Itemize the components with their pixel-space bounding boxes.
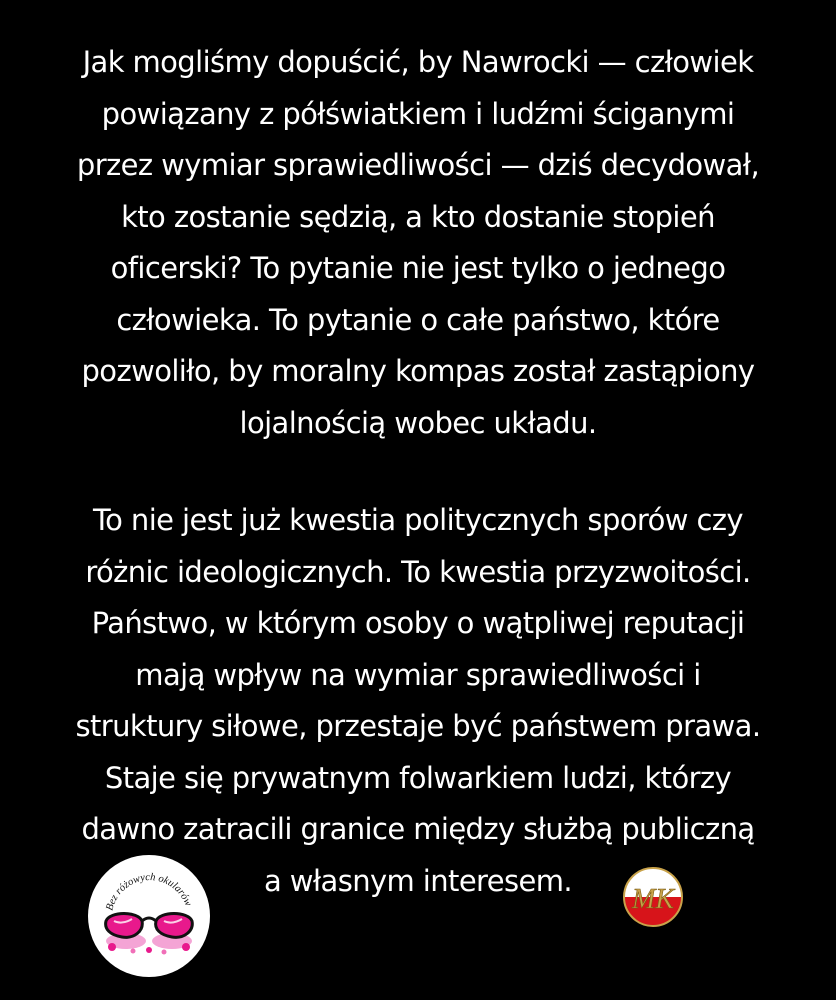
- paragraph-1: [0, 37, 836, 449]
- text-line: powiązany z półświatkiem i ludźmi ściganymi: [101, 96, 735, 131]
- text-line: struktury siłowe, przestaje być państwem prawa.: [75, 709, 761, 743]
- text-line: mają wpływ na wymiar sprawiedliwości i: [135, 657, 701, 692]
- text-line: dawno zatracili granice między służbą publiczną: [81, 812, 755, 846]
- text-line: kto zostanie sędzią, a kto dostanie stopień: [121, 199, 715, 234]
- mk-red-white-logo-icon: [622, 866, 684, 928]
- text-line: oficerski? To pytanie nie jest tylko o jednego: [110, 251, 726, 285]
- text-line: różnic ideologicznych. To kwestia przyzwoitości.: [85, 554, 751, 589]
- text-line: Staje się prywatnym folwarkiem ludzi, którzy: [104, 760, 732, 795]
- text-line: Jak mogliśmy dopuścić, by Nawrocki — człowiek: [82, 45, 754, 79]
- text-line: To nie jest już kwestia politycznych sporów czy: [92, 503, 743, 537]
- paragraph-2: [0, 495, 836, 907]
- pink-glasses-logo-icon: [88, 855, 210, 977]
- text-line: człowieka. To pytanie o całe państwo, które: [116, 302, 720, 337]
- text-line: pozwoliło, by moralny kompas został zastąpiony: [81, 354, 755, 388]
- text-line: lojalnością wobec układu.: [239, 405, 597, 440]
- text-line: przez wymiar sprawiedliwości — dziś decydował,: [76, 148, 760, 182]
- svg-text:MK: MK: [632, 884, 674, 915]
- text-line: a własnym interesem.: [263, 863, 573, 898]
- svg-text:Bez różowych okularów: Bez różowych okularów: [104, 872, 194, 912]
- text-line: Państwo, w którym osoby o wątpliwej reputacji: [91, 606, 745, 640]
